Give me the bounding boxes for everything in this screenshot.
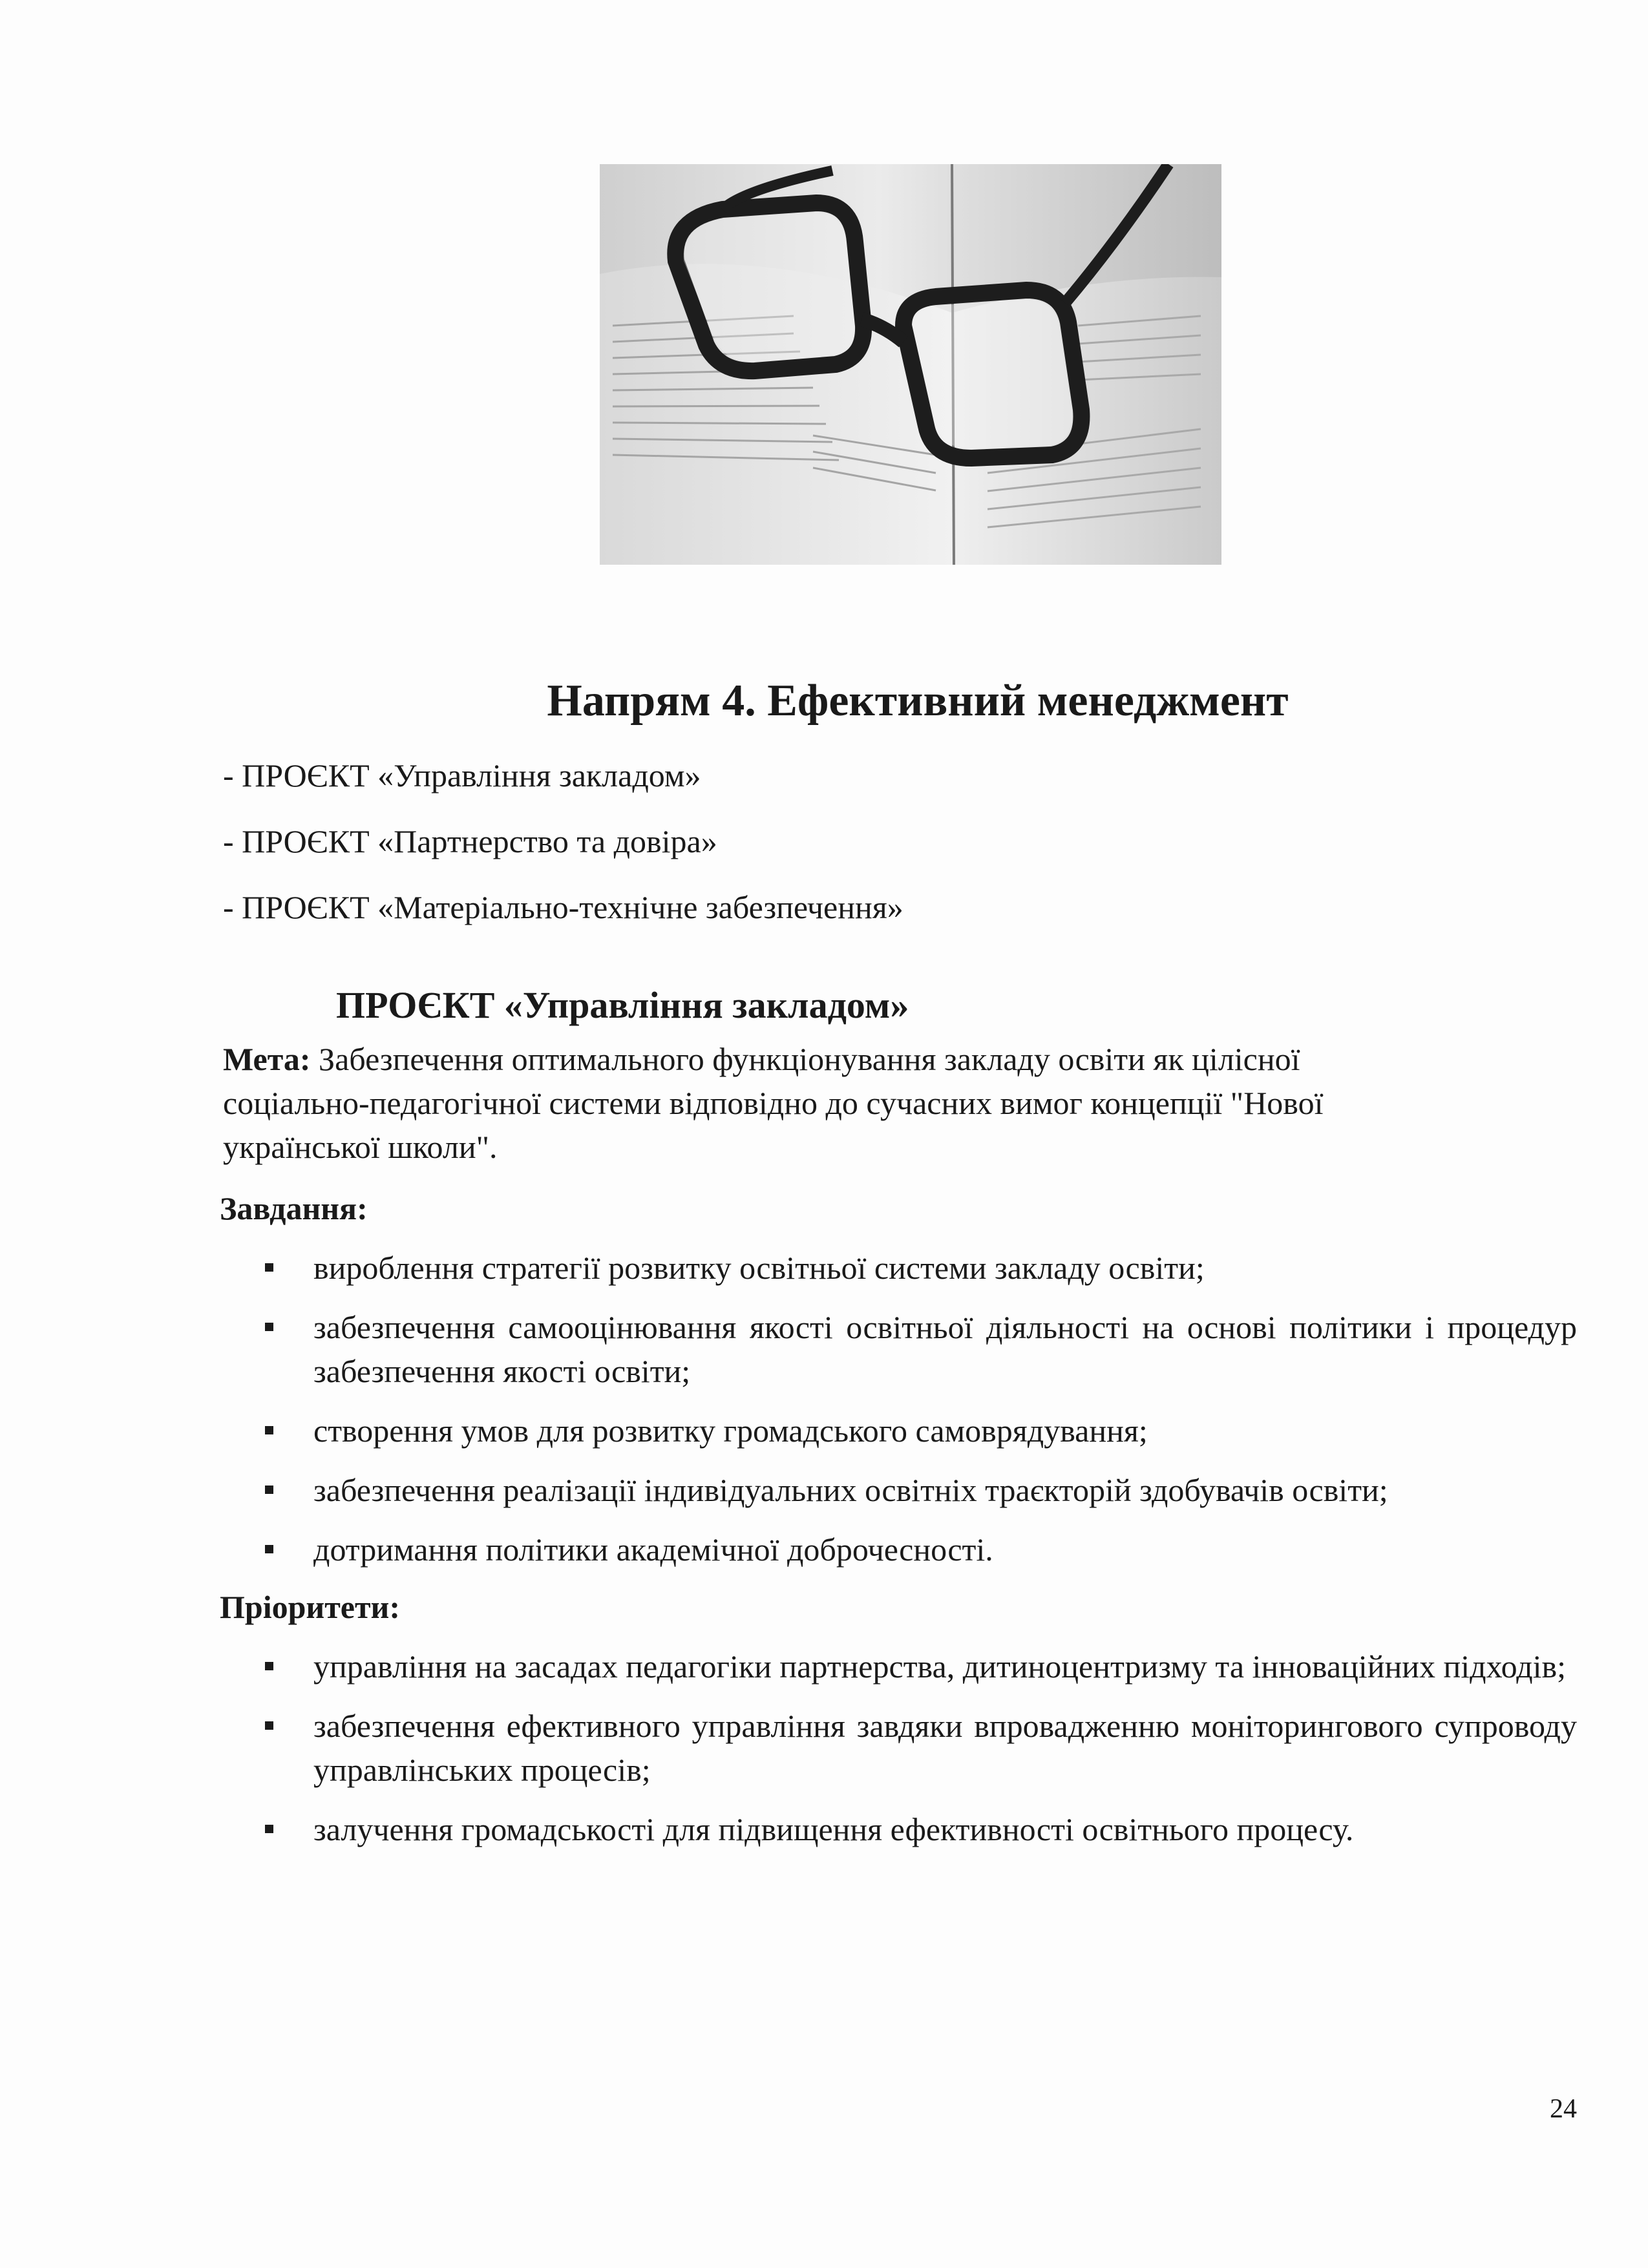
priorities-list: [265, 1644, 1577, 1867]
project-line-1: - ПРОЄКТ «Управління закладом»: [223, 757, 701, 793]
list-item-text: створення умов для розвитку громадського самоврядування;: [313, 1412, 1148, 1449]
project-line-2: - ПРОЄКТ «Партнерство та довіра»: [223, 823, 717, 859]
goal-text: Забезпечення оптимального функціонування закладу освіти як цілісної соціально-педагогічної системи відповідно до сучасних вимог концепції "Нової української школи".: [223, 1041, 1324, 1165]
project-line-3: - ПРОЄКТ «Матеріально-технічне забезпечення»: [223, 889, 903, 925]
list-item-text: забезпечення ефективного управління завдяки впровадженню моніторингового супроводу управлінських процесів;: [313, 1708, 1577, 1788]
bullet-icon: [265, 1721, 273, 1730]
list-item: [265, 1704, 1577, 1792]
bullet-icon: [265, 1263, 273, 1272]
bullet-icon: [265, 1662, 273, 1670]
bullet-icon: [265, 1486, 273, 1494]
list-item-text: забезпечення самооцінювання якості освітньої діяльності на основі політики і процедур забезпечення якості освіти;: [313, 1309, 1577, 1389]
glasses-on-book-photo: [600, 164, 1221, 565]
bullet-icon: [265, 1545, 273, 1553]
list-item-text: залучення громадськості для підвищення ефективності освітнього процесу.: [313, 1811, 1354, 1847]
tasks-heading: Завдання:: [220, 1190, 368, 1226]
list-item: [265, 1807, 1577, 1851]
list-item: [265, 1644, 1577, 1688]
list-item: [265, 1246, 1577, 1290]
goal-paragraph: [223, 1037, 1451, 1169]
section-heading: Напрям 4. Ефективний менеджмент: [547, 676, 1289, 726]
bullet-icon: [265, 1426, 273, 1434]
list-item-text: забезпечення реалізації індивідуальних освітніх траєкторій здобувачів освіти;: [313, 1472, 1388, 1508]
priorities-heading: Пріоритети:: [220, 1589, 400, 1625]
project-title: ПРОЄКТ «Управління закладом»: [336, 984, 909, 1026]
page-number: 24: [1550, 2094, 1577, 2124]
list-item-text: дотримання політики академічної доброчесності.: [313, 1531, 993, 1568]
tasks-list: [265, 1246, 1577, 1587]
bullet-icon: [265, 1323, 273, 1331]
list-item: [265, 1528, 1577, 1571]
list-item: [265, 1468, 1577, 1512]
goal-label: Мета:: [223, 1041, 311, 1077]
list-item-text: управління на засадах педагогіки партнерства, дитиноцентризму та інноваційних підходів;: [313, 1648, 1567, 1685]
list-item-text: вироблення стратегії розвитку освітньої системи закладу освіти;: [313, 1250, 1205, 1286]
list-item: [265, 1409, 1577, 1453]
list-item: [265, 1305, 1577, 1393]
bullet-icon: [265, 1825, 273, 1833]
